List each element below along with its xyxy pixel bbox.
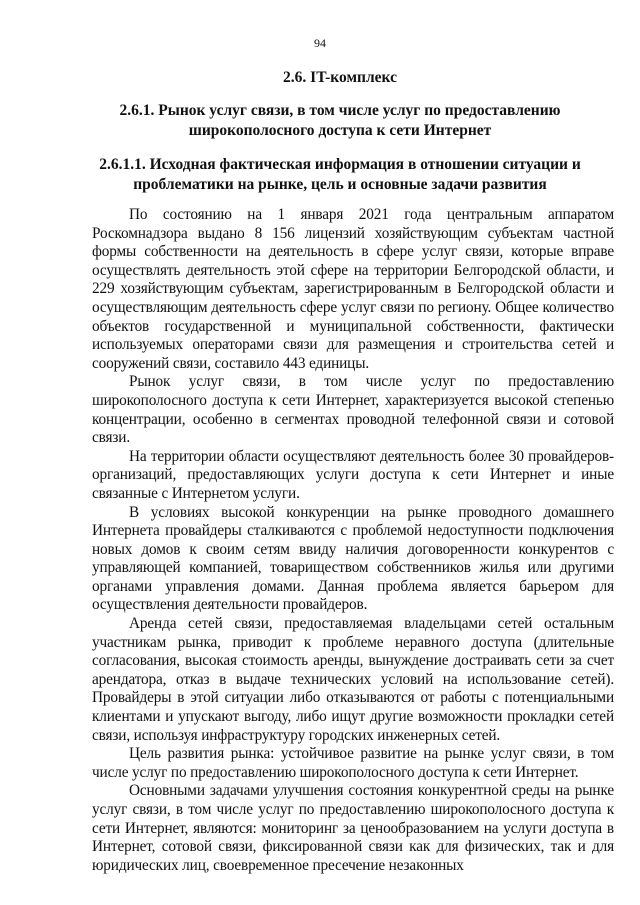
paragraph-providers-count: На территории области осуществляют деятельность более 30 провайдеров-организаций, предоставляющих услуги доступа к сети Интернет и иные связанные с Интернетом услуги. xyxy=(92,447,614,502)
paragraph-competition-barrier: В условиях высокой конкуренции на рынке проводного домашнего Интернета провайдеры сталкиваются с проблемой недоступности подключения новых домов к своим сетям ввиду наличия договоренности конкурентов с управляющей компанией, товариществом собственников жилья или другими органами управления домами. Данная проблема является барьером для осуществления деятельности провайдеров. xyxy=(92,503,614,614)
subsubsection-title: 2.6.1.1. Исходная фактическая информация в отношении ситуации и проблематики на рынке, цель и основные задачи развития xyxy=(99,156,581,193)
paragraph-main-tasks: Основными задачами улучшения состояния конкурентной среды на рынке услуг связи, в том числе услуг по предоставлению широкополосного доступа к сети Интернет, являются: мониторинг за ценообразованием на услуги доступа в Интернет, сотовой связи, фиксированной связи как для физических, так и для юридических лиц, своевременное пресечение незаконных xyxy=(92,782,614,874)
page-number: 94 xyxy=(314,36,326,50)
paragraph-development-goal: Цель развития рынка: устойчивое развитие на рынке услуг связи, в том числе услуг по предоставлению широкополосного доступа к сети Интернет. xyxy=(92,745,614,781)
subsection-title: 2.6.1. Рынок услуг связи, в том числе услуг по предоставлению широкополосного доступа к сети Интернет xyxy=(119,102,561,139)
paragraph-market-concentration: Рынок услуг связи, в том числе услуг по предоставлению широкополосного доступа к сети Интернет, характеризуется высокой степенью концентрации, особенно в сегментах проводной телефонной связи и сотовой связи. xyxy=(92,373,614,447)
paragraph-licenses: По состоянию на 1 января 2021 года центральным аппаратом Роскомнадзора выдано 8 156 лицензий хозяйствующим субъектам частной формы собственности на деятельность в сфере услуг связи, которые вправе осуществлять деятельность этой сфере на территории Белгородской области, и 229 хозяйствующим субъектам, зарегистрированным в Белгородской области и осуществляющим деятельность сфере услуг связи по региону. Общее количество объектов государственной и муниципальной собственности, фактически используемых операторами связи для размещения и строительства сетей и сооружений связи, составило 443 единицы. xyxy=(92,206,614,372)
paragraph-network-rental: Аренда сетей связи, предоставляемая владельцами сетей остальным участникам рынка, приводит к проблеме неравного доступа (длительные согласования, высокая стоимость аренды, вынуждение достраивать сети за счет арендатора, отказ в выдаче технических условий на использование сетей). Провайдеры в этой ситуации либо отказываются от работы с потенциальными клиентами и упускают выгоду, либо ищут другие возможности прокладки сетей связи, используя инфраструктуру городских инженерных сетей. xyxy=(92,615,614,744)
document-body xyxy=(92,206,614,875)
section-title: 2.6. IT-комплекс xyxy=(283,69,397,86)
